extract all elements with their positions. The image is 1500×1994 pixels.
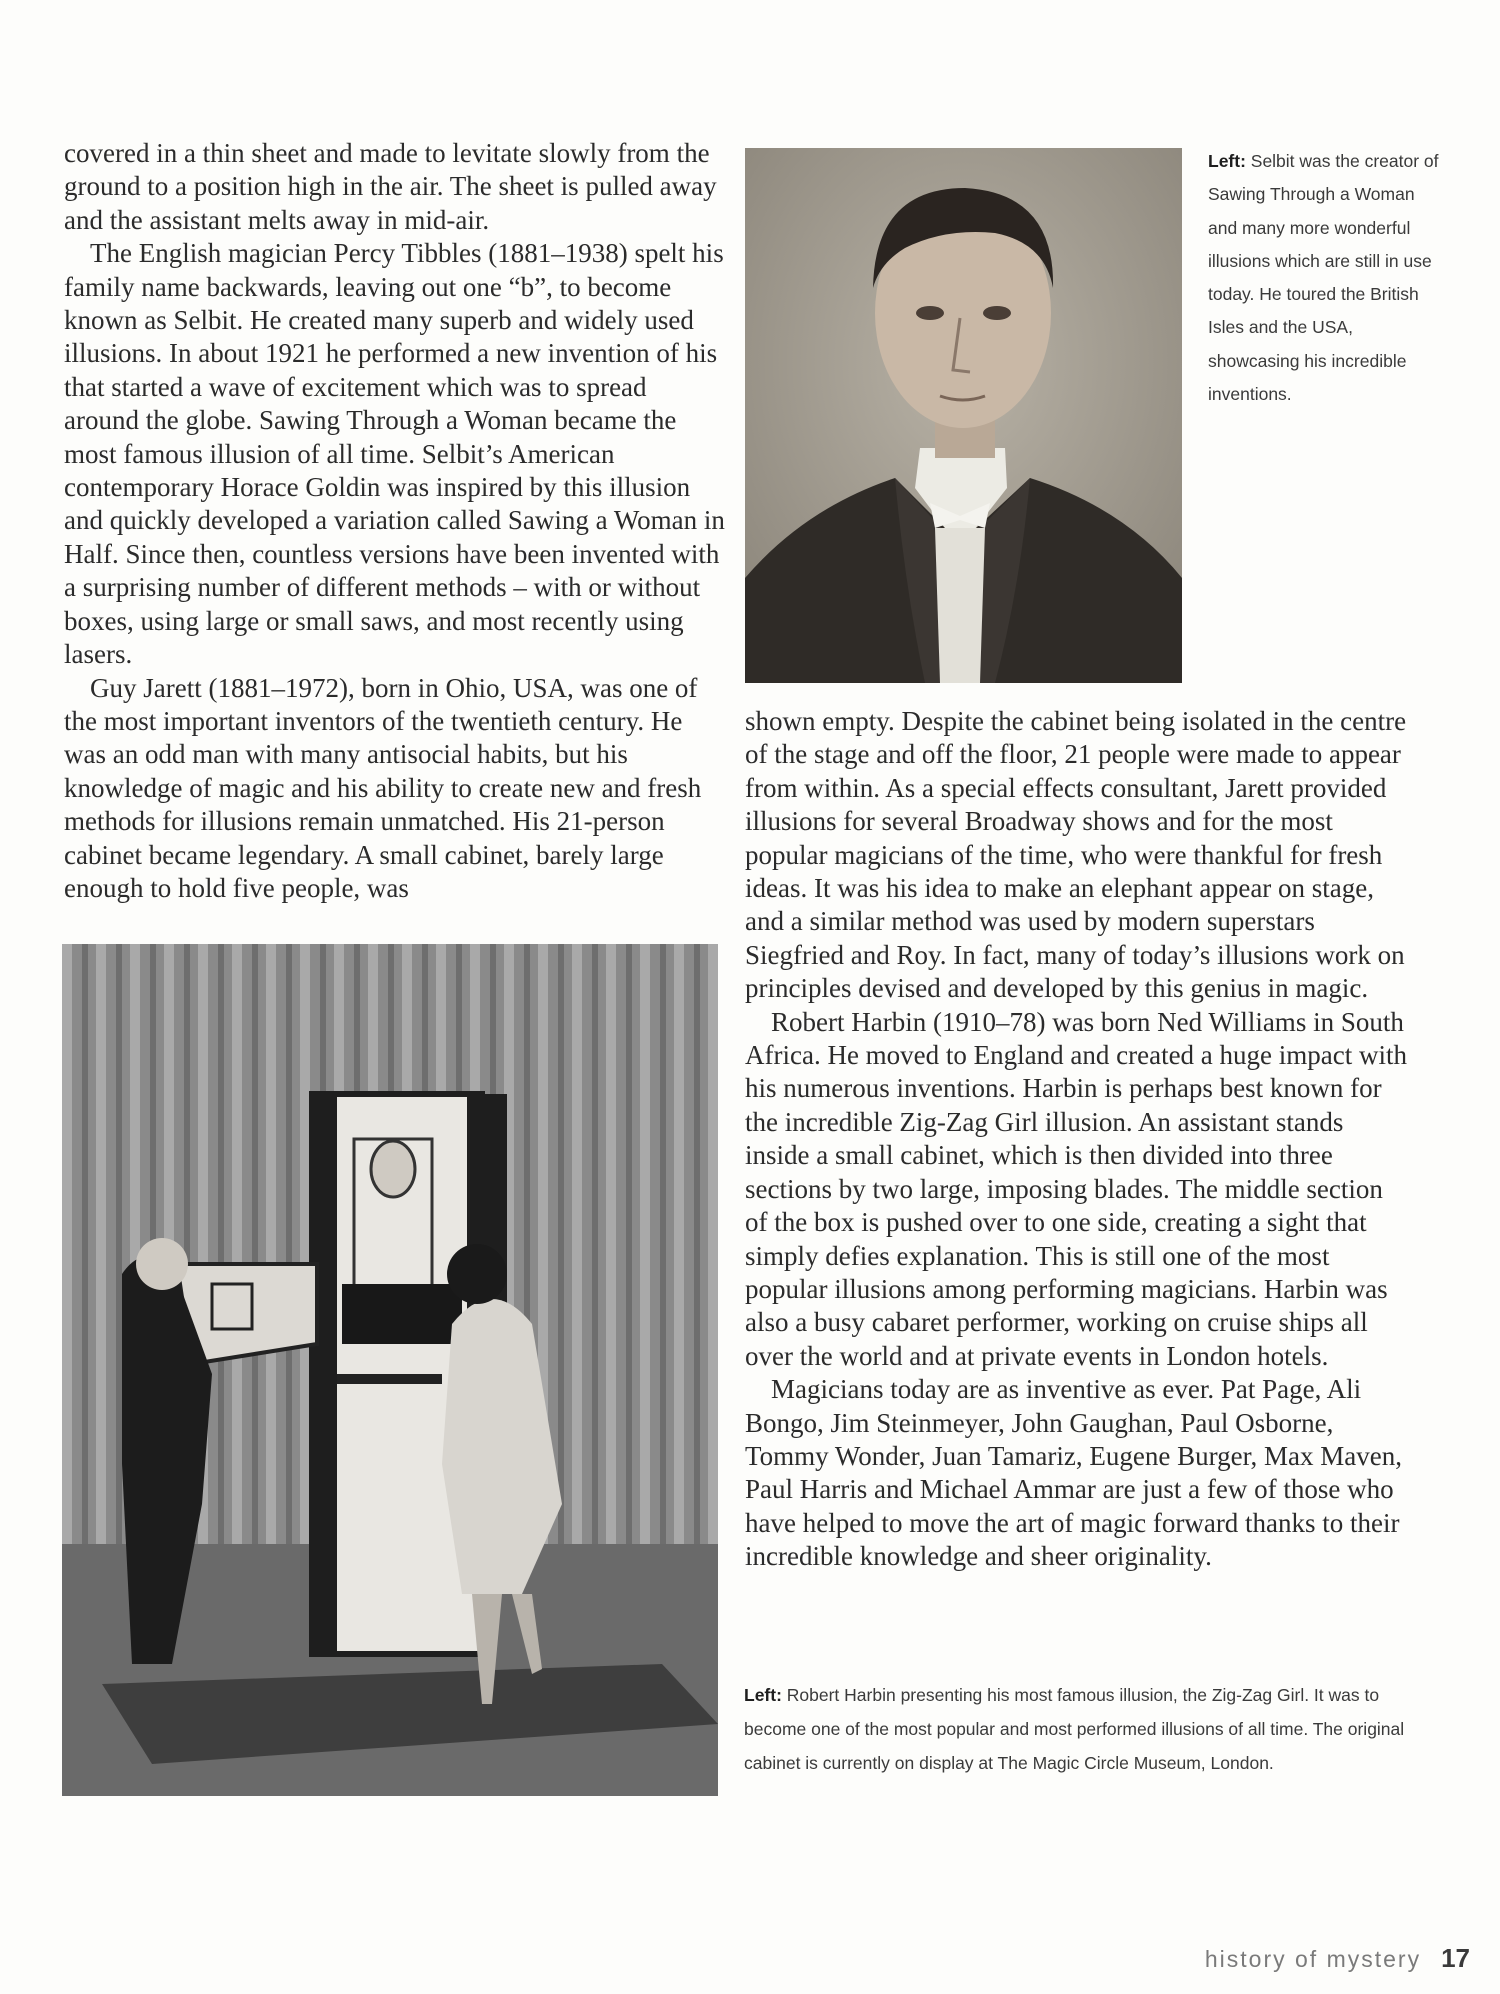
paragraph: covered in a thin sheet and made to levitate slowly from the ground to a position high in the air. The sheet is pulled away and the assistant melts away in mid-air. (64, 138, 717, 235)
paragraph: The English magician Percy Tibbles (1881–1938) spelt his family name backwards, leaving out one “b”, to become known as Selbit. He created many superb and widely used illusions. In about 1921 he performed a new invention of his that started a wave of excitement which was to spread around the globe. Sawing Through a Woman became the most famous illusion of all time. Selbit’s American contemporary Horace Goldin was inspired by this illusion and quickly developed a variation called Sawing a Woman in Half. Since then, countless versions have been invented with a surprising number of different methods – with or without boxes, using large or small saws, and most recently using lasers. (64, 238, 725, 670)
right-text-column (745, 705, 1410, 1574)
stage-photo-caption (744, 1678, 1412, 1780)
left-text-column (64, 137, 726, 905)
portrait-caption (1208, 145, 1448, 411)
paragraph: Magicians today are as inventive as ever. Pat Page, Ali Bongo, Jim Steinmeyer, John Gaughan, Paul Osborne, Tommy Wonder, Juan Tamariz, Eugene Burger, Max Maven, Paul Harris and Michael Ammar are just a few of those who have helped to move the art of magic forward thanks to their incredible knowledge and sheer originality. (745, 1374, 1402, 1572)
caption-text: Selbit was the creator of Sawing Through a Woman and many more wonderful illusions which are still in use today. He toured the British Isles and the USA, showcasing his incredible inventions. (1208, 151, 1439, 405)
portrait-illustration (745, 148, 1182, 683)
caption-text: Robert Harbin presenting his most famous illusion, the Zig-Zag Girl. It was to become one of the most popular and most performed illusions of all time. The original cabinet is currently on display at The Magic Circle Museum, London. (744, 1685, 1405, 1773)
paragraph: Robert Harbin (1910–78) was born Ned Williams in South Africa. He moved to England and created a huge impact with his numerous inventions. Harbin is perhaps best known for the incredible Zig-Zag Girl illusion. An assistant stands inside a small cabinet, which is then divided into three sections by two large, imposing blades. The middle section of the box is pushed over to one side, creating a sight that simply defies explanation. This is still one of the most popular illusions among performing magicians. Harbin was also a busy cabaret performer, working on cruise ships all over the world and at private events in London hotels. (745, 1006, 1408, 1371)
stage-illustration (62, 944, 718, 1796)
caption-label: Left: (744, 1685, 782, 1705)
paragraph: Guy Jarett (1881–1972), born in Ohio, USA, was one of the most important inventors of the twentieth century. He was an odd man with many antisocial habits, but his knowledge of magic and his ability to create new and fresh methods for illusions remain unmatched. His 21-person cabinet became legendary. A small cabinet, barely large enough to hold five people, was (64, 672, 702, 903)
page-number: 17 (1441, 1943, 1470, 1973)
running-footer-title: history of mystery (1204, 1946, 1422, 1972)
page-footer (1205, 1943, 1470, 1974)
selbit-portrait-photo (745, 148, 1182, 683)
paragraph: shown empty. Despite the cabinet being isolated in the centre of the stage and off the floor, 21 people were made to appear from within. As a special effects consultant, Jarett provided illusions for several Broadway shows and for the most popular magicians of the time, who were thankful for fresh ideas. It was his idea to make an elephant appear on stage, and a similar method was used by modern superstars Siegfried and Roy. In fact, many of today’s illusions work on principles devised and developed by this genius in magic. (745, 706, 1407, 1004)
zig-zag-girl-photo (62, 944, 718, 1796)
caption-label: Left: (1208, 151, 1246, 171)
